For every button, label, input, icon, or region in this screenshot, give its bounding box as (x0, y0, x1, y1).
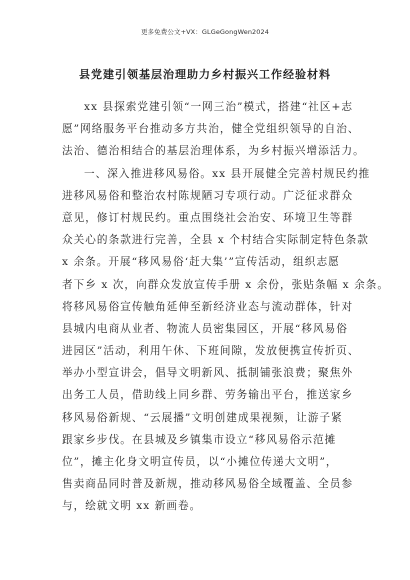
body-line: 举办小型宣讲会，倡导文明新风、抵制铺张浪费；聚焦外 (62, 367, 354, 380)
body-line: 位”，摊主化身文明宣传员，以“小摊位传递大文明”， (62, 456, 338, 468)
body-line: 众关心的条款进行完善，全县 x 个村结合实际制定特色条款 (62, 234, 369, 247)
body-line: 愿”网络服务平台推动多方共治，健全党组织领导的自治、 (62, 123, 360, 136)
body-line: 一、深入推进移风易俗。xx 县开展健全完善村规民约推 (84, 167, 371, 180)
body-line: 与，绘就文明 xx 新画卷。 (62, 500, 202, 513)
header-note: 更多免费公文+VX：GLGeGongWen2024 (140, 28, 269, 36)
body-line: 出务工人员，借助线上同乡群、劳务输出平台，推送家乡 (62, 389, 354, 402)
body-line: 意见，修订村规民约。重点围绕社会治安、环境卫生等群 (62, 211, 354, 224)
body-line: 县城内电商从业者、物流人员密集园区，开展“移风易俗 (62, 322, 348, 335)
body-line: 跟家乡步伐。在县城及乡镇集市设立“移风易俗示范摊 (62, 433, 337, 446)
body-line: 将移风易俗宣传触角延伸至新经济业态与流动群体，针对 (62, 300, 354, 313)
document-title: 县党建引领基层治理助力乡村振兴工作经验材料 (79, 68, 331, 81)
document-body (62, 96, 390, 518)
body-line: 进园区”活动，利用午休、下班间隙，发放便携宣传折页、 (62, 345, 360, 358)
body-line: xx 县探索党建引领“一网三治”模式，搭建“社区+志 (84, 101, 354, 113)
body-line: 者下乡 x 次，向群众发放宣传手册 x 余份，张贴条幅 x 余条。 (62, 278, 390, 291)
body-line: x 余条。开展“移风易俗‘赶大集’”宣传活动，组织志愿 (62, 256, 340, 269)
body-line: 进移风易俗和整治农村陈规陋习专项行动。广泛征求群众 (62, 189, 354, 202)
body-line: 移风易俗新规、“云展播”文明创建成果视频，让游子紧 (62, 411, 343, 424)
body-line: 法治、德治相结合的基层治理体系，为乡村振兴增添活力。 (62, 145, 365, 158)
body-line: 售卖商品同时普及新规，推动移风易俗全域覆盖、全员参 (62, 478, 354, 491)
